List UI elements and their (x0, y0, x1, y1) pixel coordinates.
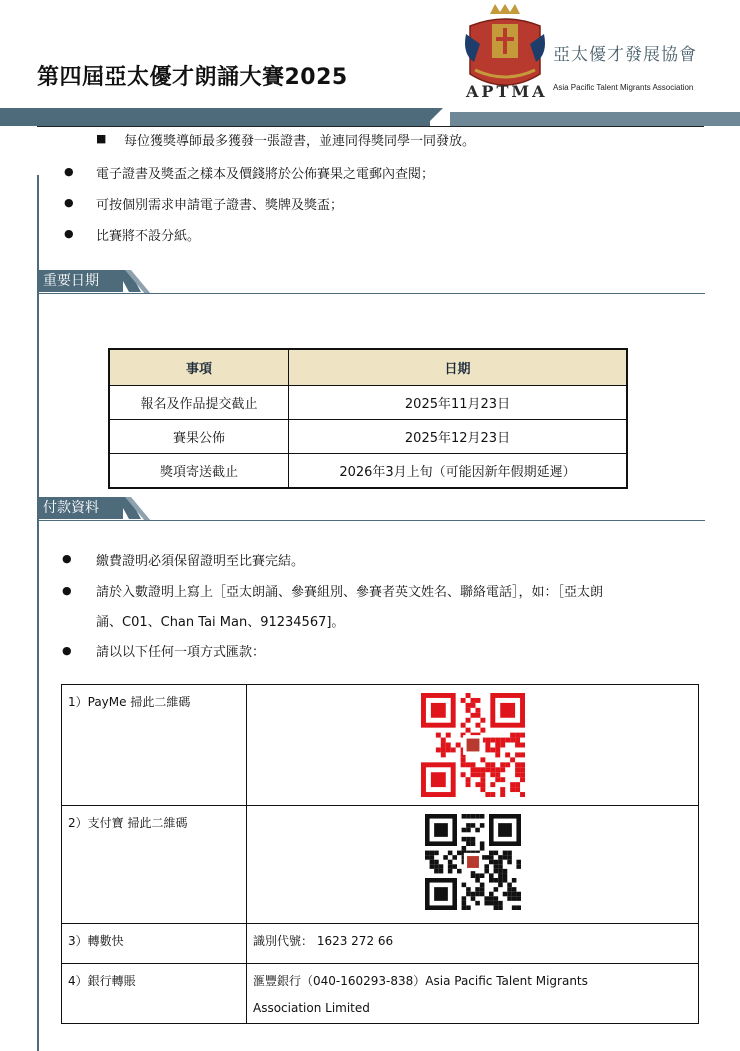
header-band (0, 108, 430, 126)
list-item: 可按個別需求申請電子證書、獎牌及獎盃； (96, 198, 344, 213)
list-item: 請於入數證明上寫上［亞太朗誦、參賽組別、參賽者英文姓名、聯絡電話］，如：［亞太朗 (96, 585, 604, 600)
payme-qr-code[interactable] (421, 693, 525, 797)
column-header: 事項 (109, 349, 289, 386)
bullet-icon: ● (64, 227, 74, 240)
table-row (109, 420, 627, 454)
bank-account-cell (247, 964, 699, 1024)
section-heading-dates (37, 270, 123, 292)
org-name-zh: 亞太優才發展協會 (553, 45, 697, 65)
table-cell: 報名及作品提交截止 (109, 386, 289, 420)
table-cell: 賽果公佈 (109, 420, 289, 454)
table-row (109, 386, 627, 420)
payment-method-label: 3）轉數快 (62, 924, 247, 964)
column-header: 日期 (289, 349, 628, 386)
table-row (62, 964, 699, 1024)
payment-method-label: 4）銀行轉賬 (62, 964, 247, 1024)
payment-method-label: 2）支付寶 掃此二維碼 (62, 806, 247, 924)
logo-wordmark: APTMA (466, 82, 548, 101)
payme-qr-cell (247, 685, 699, 806)
header-divider (37, 126, 704, 127)
bank-account-name: Association Limited (253, 1001, 370, 1015)
left-margin-rule (37, 175, 39, 1051)
table-header-row (109, 349, 627, 386)
list-item: 請以以下任何一項方式匯款： (96, 645, 266, 660)
bank-account: 滙豐銀行（040-160293-838）Asia Pacific Talent Migrants (253, 974, 588, 988)
table-row (109, 454, 627, 489)
section-tab-chevron-icon (117, 497, 153, 521)
list-item: 電子證書及獎盃之樣本及價錢將於公佈賽果之電郵內查閱； (96, 167, 435, 182)
section-tab-chevron-icon (117, 270, 153, 294)
square-bullet-icon: ■ (96, 132, 107, 145)
table-cell: 獎項寄送截止 (109, 454, 289, 489)
bullet-icon: ● (64, 196, 74, 209)
table-row (62, 806, 699, 924)
alipay-qr-cell (247, 806, 699, 924)
table-cell: 2026年3月上旬（可能因新年假期延遲） (289, 454, 628, 489)
header-band-light (450, 112, 740, 126)
bullet-icon: ● (62, 644, 72, 657)
table-row (62, 685, 699, 806)
section-rule (37, 293, 705, 294)
payment-method-label: 1）PayMe 掃此二維碼 (62, 685, 247, 806)
list-item-continued: 誦、C01、Chan Tai Man、91234567]。 (96, 615, 345, 630)
section-rule (37, 520, 705, 521)
header-band-slant (425, 108, 443, 126)
list-item: 繳費證明必須保留證明至比賽完結。 (96, 554, 305, 569)
section-heading-text: 付款資料 (43, 500, 99, 516)
section-heading-text: 重要日期 (43, 273, 99, 289)
list-item: 比賽將不設分紙。 (96, 229, 201, 244)
bullet-icon: ● (62, 552, 72, 565)
section-heading-payment (37, 497, 123, 519)
bullet-icon: ● (62, 584, 72, 597)
org-name-en: Asia Pacific Talent Migrants Association (553, 83, 694, 92)
important-dates-table (108, 348, 628, 489)
table-row (62, 924, 699, 964)
alipay-qr-code[interactable] (425, 814, 521, 910)
page-title: 第四屆亞太優才朗誦大賽2025 (37, 65, 348, 90)
table-cell: 2025年12月23日 (289, 420, 628, 454)
bullet-icon: ● (64, 165, 74, 178)
payment-methods-table (61, 684, 699, 1024)
list-item: 每位獲獎導師最多獲發一張證書，並連同得獎同學一同發放。 (124, 134, 476, 149)
fps-id: 識別代號： 1623 272 66 (247, 924, 699, 964)
table-cell: 2025年11月23日 (289, 386, 628, 420)
